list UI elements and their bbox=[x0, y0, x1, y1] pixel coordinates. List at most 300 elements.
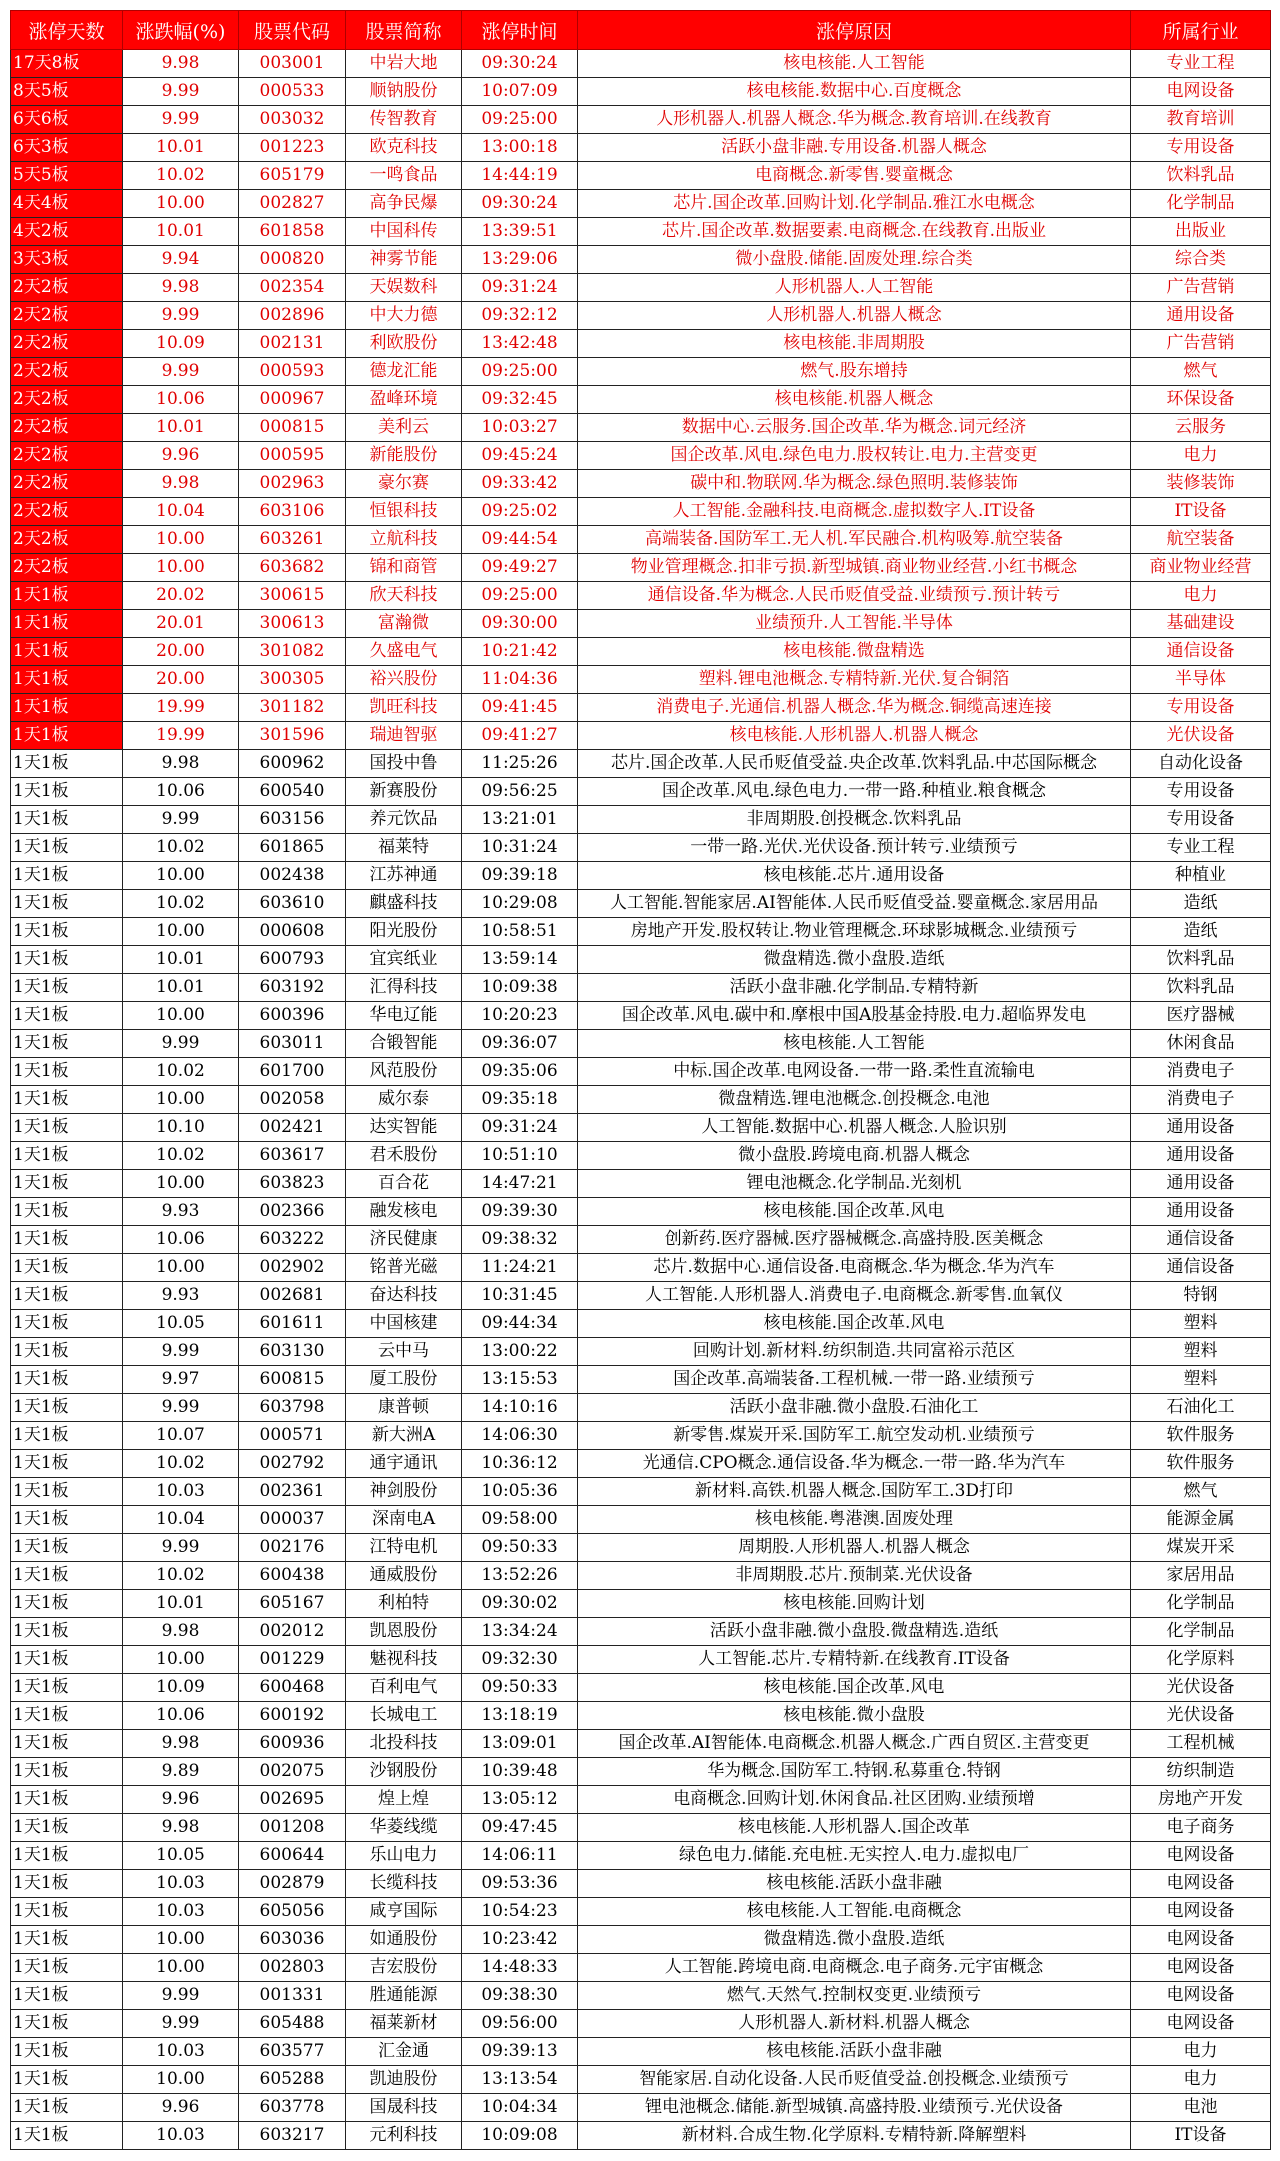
limit-reason-cell: 人形机器人.机器人概念 bbox=[578, 302, 1131, 330]
limit-reason-cell: 人形机器人.新材料.机器人概念 bbox=[578, 2010, 1131, 2038]
change-pct-cell: 10.01 bbox=[123, 218, 239, 246]
table-row[interactable] bbox=[11, 638, 1271, 666]
limit-reason-cell: 燃气.股东增持 bbox=[578, 358, 1131, 386]
table-row[interactable] bbox=[11, 1702, 1271, 1730]
stock-name-cell: 深南电A bbox=[346, 1506, 462, 1534]
limit-reason-cell: 核电核能.人工智能.电商概念 bbox=[578, 1898, 1131, 1926]
header-stock-code[interactable]: 股票代码 bbox=[239, 11, 346, 50]
table-row[interactable] bbox=[11, 806, 1271, 834]
table-row[interactable] bbox=[11, 1674, 1271, 1702]
limit-time-cell: 09:30:00 bbox=[462, 610, 578, 638]
stock-code-cell: 002963 bbox=[239, 470, 346, 498]
table-row[interactable] bbox=[11, 386, 1271, 414]
limit-time-cell: 10:20:23 bbox=[462, 1002, 578, 1030]
limit-time-cell: 09:56:00 bbox=[462, 2010, 578, 2038]
table-row[interactable] bbox=[11, 78, 1271, 106]
limit-reason-cell: 光通信.CPO概念.通信设备.华为概念.一带一路.华为汽车 bbox=[578, 1450, 1131, 1478]
table-row[interactable] bbox=[11, 722, 1271, 750]
limit-days-cell: 1天1板 bbox=[11, 1030, 123, 1058]
table-row[interactable] bbox=[11, 1394, 1271, 1422]
limit-reason-cell: 人工智能.跨境电商.电商概念.电子商务.元宇宙概念 bbox=[578, 1954, 1131, 1982]
change-pct-cell: 9.99 bbox=[123, 302, 239, 330]
limit-days-cell: 5天5板 bbox=[11, 162, 123, 190]
table-row[interactable] bbox=[11, 442, 1271, 470]
limit-days-cell: 1天1板 bbox=[11, 1982, 123, 2010]
limit-time-cell: 13:09:01 bbox=[462, 1730, 578, 1758]
stock-code-cell: 002438 bbox=[239, 862, 346, 890]
change-pct-cell: 10.00 bbox=[123, 1002, 239, 1030]
table-row[interactable] bbox=[11, 750, 1271, 778]
limit-reason-cell: 创新药.医疗器械.医疗器械概念.高盛持股.医美概念 bbox=[578, 1226, 1131, 1254]
table-row[interactable] bbox=[11, 1926, 1271, 1954]
stock-code-cell: 603192 bbox=[239, 974, 346, 1002]
industry-cell: 专用设备 bbox=[1131, 694, 1271, 722]
table-row[interactable] bbox=[11, 778, 1271, 806]
limit-time-cell: 09:45:24 bbox=[462, 442, 578, 470]
limit-up-table-container bbox=[10, 10, 1270, 2150]
limit-time-cell: 13:13:54 bbox=[462, 2066, 578, 2094]
stock-name-cell: 美利云 bbox=[346, 414, 462, 442]
limit-time-cell: 13:42:48 bbox=[462, 330, 578, 358]
industry-cell: 特钢 bbox=[1131, 1282, 1271, 1310]
industry-cell: 电网设备 bbox=[1131, 1842, 1271, 1870]
stock-name-cell: 华菱线缆 bbox=[346, 1814, 462, 1842]
stock-code-cell: 000820 bbox=[239, 246, 346, 274]
table-row[interactable] bbox=[11, 1254, 1271, 1282]
table-row[interactable] bbox=[11, 1310, 1271, 1338]
stock-name-cell: 凯迪股份 bbox=[346, 2066, 462, 2094]
industry-cell: 电网设备 bbox=[1131, 78, 1271, 106]
stock-code-cell: 600815 bbox=[239, 1366, 346, 1394]
limit-days-cell: 1天1板 bbox=[11, 834, 123, 862]
table-row[interactable] bbox=[11, 302, 1271, 330]
industry-cell: 教育培训 bbox=[1131, 106, 1271, 134]
limit-time-cell: 09:33:42 bbox=[462, 470, 578, 498]
change-pct-cell: 10.00 bbox=[123, 862, 239, 890]
stock-name-cell: 天娱数科 bbox=[346, 274, 462, 302]
table-body bbox=[11, 50, 1271, 2150]
table-row[interactable] bbox=[11, 554, 1271, 582]
limit-days-cell: 2天2板 bbox=[11, 274, 123, 302]
header-row bbox=[11, 11, 1271, 50]
change-pct-cell: 10.00 bbox=[123, 1170, 239, 1198]
header-industry[interactable]: 所属行业 bbox=[1131, 11, 1271, 50]
table-row[interactable] bbox=[11, 1170, 1271, 1198]
limit-reason-cell: 核电核能.人工智能 bbox=[578, 50, 1131, 78]
table-row[interactable] bbox=[11, 470, 1271, 498]
industry-cell: 造纸 bbox=[1131, 890, 1271, 918]
table-row[interactable] bbox=[11, 1002, 1271, 1030]
industry-cell: 塑料 bbox=[1131, 1310, 1271, 1338]
limit-days-cell: 1天1板 bbox=[11, 638, 123, 666]
limit-time-cell: 13:15:53 bbox=[462, 1366, 578, 1394]
table-row[interactable] bbox=[11, 1086, 1271, 1114]
industry-cell: 通信设备 bbox=[1131, 1226, 1271, 1254]
limit-reason-cell: 一带一路.光伏.光伏设备.预计转亏.业绩预亏 bbox=[578, 834, 1131, 862]
stock-name-cell: 中国科传 bbox=[346, 218, 462, 246]
table-row[interactable] bbox=[11, 946, 1271, 974]
table-row[interactable] bbox=[11, 1562, 1271, 1590]
table-row[interactable] bbox=[11, 1982, 1271, 2010]
stock-name-cell: 阳光股份 bbox=[346, 918, 462, 946]
stock-name-cell: 威尔泰 bbox=[346, 1086, 462, 1114]
table-row[interactable] bbox=[11, 1058, 1271, 1086]
change-pct-cell: 10.04 bbox=[123, 1506, 239, 1534]
industry-cell: 通用设备 bbox=[1131, 1170, 1271, 1198]
table-row[interactable] bbox=[11, 1898, 1271, 1926]
stock-name-cell: 国投中鲁 bbox=[346, 750, 462, 778]
industry-cell: 电网设备 bbox=[1131, 1898, 1271, 1926]
limit-time-cell: 13:00:22 bbox=[462, 1338, 578, 1366]
limit-time-cell: 09:35:06 bbox=[462, 1058, 578, 1086]
change-pct-cell: 9.99 bbox=[123, 1394, 239, 1422]
table-row[interactable] bbox=[11, 1786, 1271, 1814]
stock-name-cell: 北投科技 bbox=[346, 1730, 462, 1758]
stock-code-cell: 600793 bbox=[239, 946, 346, 974]
table-row[interactable] bbox=[11, 246, 1271, 274]
stock-code-cell: 601611 bbox=[239, 1310, 346, 1338]
stock-code-cell: 002012 bbox=[239, 1618, 346, 1646]
limit-reason-cell: 中标.国企改革.电网设备.一带一路.柔性直流输电 bbox=[578, 1058, 1131, 1086]
limit-reason-cell: 电商概念.回购计划.休闲食品.社区团购.业绩预增 bbox=[578, 1786, 1131, 1814]
industry-cell: 造纸 bbox=[1131, 918, 1271, 946]
limit-time-cell: 10:29:08 bbox=[462, 890, 578, 918]
table-row[interactable] bbox=[11, 1030, 1271, 1058]
limit-reason-cell: 活跃小盘非融.微小盘股.微盘精选.造纸 bbox=[578, 1618, 1131, 1646]
industry-cell: 电网设备 bbox=[1131, 2010, 1271, 2038]
limit-time-cell: 14:06:11 bbox=[462, 1842, 578, 1870]
limit-reason-cell: 碳中和.物联网.华为概念.绿色照明.装修装饰 bbox=[578, 470, 1131, 498]
stock-name-cell: 裕兴股份 bbox=[346, 666, 462, 694]
stock-name-cell: 魅视科技 bbox=[346, 1646, 462, 1674]
change-pct-cell: 9.98 bbox=[123, 274, 239, 302]
stock-code-cell: 001331 bbox=[239, 1982, 346, 2010]
stock-code-cell: 001229 bbox=[239, 1646, 346, 1674]
limit-time-cell: 13:21:01 bbox=[462, 806, 578, 834]
stock-name-cell: 凯旺科技 bbox=[346, 694, 462, 722]
stock-code-cell: 000595 bbox=[239, 442, 346, 470]
limit-time-cell: 13:29:06 bbox=[462, 246, 578, 274]
table-row[interactable] bbox=[11, 330, 1271, 358]
limit-reason-cell: 国企改革.AI智能体.电商概念.机器人概念.广西自贸区.主营变更 bbox=[578, 1730, 1131, 1758]
limit-days-cell: 1天1板 bbox=[11, 806, 123, 834]
limit-time-cell: 09:38:30 bbox=[462, 1982, 578, 2010]
table-row[interactable] bbox=[11, 582, 1271, 610]
limit-time-cell: 09:25:00 bbox=[462, 358, 578, 386]
limit-days-cell: 2天2板 bbox=[11, 498, 123, 526]
limit-days-cell: 2天2板 bbox=[11, 414, 123, 442]
change-pct-cell: 20.00 bbox=[123, 638, 239, 666]
limit-reason-cell: 微盘精选.锂电池概念.创投概念.电池 bbox=[578, 1086, 1131, 1114]
limit-time-cell: 09:35:18 bbox=[462, 1086, 578, 1114]
stock-code-cell: 600962 bbox=[239, 750, 346, 778]
change-pct-cell: 10.02 bbox=[123, 162, 239, 190]
limit-days-cell: 1天1板 bbox=[11, 2122, 123, 2150]
limit-reason-cell: 塑料.锂电池概念.专精特新.光伏.复合铜箔 bbox=[578, 666, 1131, 694]
table-row[interactable] bbox=[11, 526, 1271, 554]
stock-name-cell: 锦和商管 bbox=[346, 554, 462, 582]
industry-cell: 光伏设备 bbox=[1131, 722, 1271, 750]
table-row[interactable] bbox=[11, 1646, 1271, 1674]
table-row[interactable] bbox=[11, 1870, 1271, 1898]
stock-code-cell: 300305 bbox=[239, 666, 346, 694]
limit-time-cell: 11:24:21 bbox=[462, 1254, 578, 1282]
limit-time-cell: 09:32:45 bbox=[462, 386, 578, 414]
stock-name-cell: 济民健康 bbox=[346, 1226, 462, 1254]
header-limit-days[interactable]: 涨停天数 bbox=[11, 11, 123, 50]
stock-name-cell: 福莱特 bbox=[346, 834, 462, 862]
header-limit-time[interactable]: 涨停时间 bbox=[462, 11, 578, 50]
stock-name-cell: 煌上煌 bbox=[346, 1786, 462, 1814]
stock-code-cell: 600396 bbox=[239, 1002, 346, 1030]
limit-days-cell: 1天1板 bbox=[11, 1254, 123, 1282]
change-pct-cell: 9.94 bbox=[123, 246, 239, 274]
table-row[interactable] bbox=[11, 2094, 1271, 2122]
stock-name-cell: 新大洲A bbox=[346, 1422, 462, 1450]
limit-reason-cell: 业绩预升.人工智能.半导体 bbox=[578, 610, 1131, 638]
industry-cell: 饮料乳品 bbox=[1131, 162, 1271, 190]
limit-days-cell: 1天1板 bbox=[11, 1478, 123, 1506]
table-row[interactable] bbox=[11, 1366, 1271, 1394]
table-row[interactable] bbox=[11, 358, 1271, 386]
table-row[interactable] bbox=[11, 50, 1271, 78]
header-change-pct[interactable]: 涨跌幅(%) bbox=[123, 11, 239, 50]
stock-code-cell: 603156 bbox=[239, 806, 346, 834]
limit-days-cell: 1天1板 bbox=[11, 918, 123, 946]
stock-name-cell: 新赛股份 bbox=[346, 778, 462, 806]
table-row[interactable] bbox=[11, 2122, 1271, 2150]
stock-name-cell: 豪尔赛 bbox=[346, 470, 462, 498]
table-row[interactable] bbox=[11, 162, 1271, 190]
table-row[interactable] bbox=[11, 1534, 1271, 1562]
table-row[interactable] bbox=[11, 1338, 1271, 1366]
industry-cell: 燃气 bbox=[1131, 358, 1271, 386]
change-pct-cell: 10.07 bbox=[123, 1422, 239, 1450]
stock-name-cell: 百合花 bbox=[346, 1170, 462, 1198]
table-row[interactable] bbox=[11, 2010, 1271, 2038]
stock-code-cell: 603217 bbox=[239, 2122, 346, 2150]
stock-code-cell: 002176 bbox=[239, 1534, 346, 1562]
change-pct-cell: 10.09 bbox=[123, 330, 239, 358]
table-row[interactable] bbox=[11, 274, 1271, 302]
industry-cell: 自动化设备 bbox=[1131, 750, 1271, 778]
limit-reason-cell: 核电核能.微小盘股 bbox=[578, 1702, 1131, 1730]
limit-time-cell: 10:04:34 bbox=[462, 2094, 578, 2122]
stock-code-cell: 002354 bbox=[239, 274, 346, 302]
stock-code-cell: 603682 bbox=[239, 554, 346, 582]
table-row[interactable] bbox=[11, 1506, 1271, 1534]
table-row[interactable] bbox=[11, 1730, 1271, 1758]
stock-code-cell: 000037 bbox=[239, 1506, 346, 1534]
table-row[interactable] bbox=[11, 862, 1271, 890]
change-pct-cell: 10.06 bbox=[123, 1226, 239, 1254]
stock-name-cell: 德龙汇能 bbox=[346, 358, 462, 386]
table-row[interactable] bbox=[11, 1198, 1271, 1226]
limit-time-cell: 09:38:32 bbox=[462, 1226, 578, 1254]
industry-cell: 广告营销 bbox=[1131, 274, 1271, 302]
limit-days-cell: 1天1板 bbox=[11, 1422, 123, 1450]
limit-days-cell: 8天5板 bbox=[11, 78, 123, 106]
industry-cell: 通信设备 bbox=[1131, 638, 1271, 666]
industry-cell: 光伏设备 bbox=[1131, 1674, 1271, 1702]
industry-cell: 煤炭开采 bbox=[1131, 1534, 1271, 1562]
limit-time-cell: 10:09:38 bbox=[462, 974, 578, 1002]
limit-days-cell: 1天1板 bbox=[11, 1450, 123, 1478]
stock-name-cell: 一鸣食品 bbox=[346, 162, 462, 190]
limit-time-cell: 10:03:27 bbox=[462, 414, 578, 442]
limit-time-cell: 09:41:45 bbox=[462, 694, 578, 722]
table-row[interactable] bbox=[11, 1842, 1271, 1870]
table-row[interactable] bbox=[11, 134, 1271, 162]
limit-days-cell: 2天2板 bbox=[11, 470, 123, 498]
stock-code-cell: 600468 bbox=[239, 1674, 346, 1702]
table-row[interactable] bbox=[11, 1758, 1271, 1786]
stock-name-cell: 富瀚微 bbox=[346, 610, 462, 638]
stock-name-cell: 凯恩股份 bbox=[346, 1618, 462, 1646]
limit-time-cell: 09:25:02 bbox=[462, 498, 578, 526]
table-row[interactable] bbox=[11, 1142, 1271, 1170]
change-pct-cell: 10.02 bbox=[123, 1058, 239, 1086]
table-row[interactable] bbox=[11, 1954, 1271, 1982]
change-pct-cell: 10.05 bbox=[123, 1310, 239, 1338]
table-row[interactable] bbox=[11, 218, 1271, 246]
limit-time-cell: 14:06:30 bbox=[462, 1422, 578, 1450]
header-stock-name[interactable]: 股票简称 bbox=[346, 11, 462, 50]
limit-time-cell: 10:51:10 bbox=[462, 1142, 578, 1170]
table-row[interactable] bbox=[11, 890, 1271, 918]
table-row[interactable] bbox=[11, 1618, 1271, 1646]
stock-name-cell: 百利电气 bbox=[346, 1674, 462, 1702]
change-pct-cell: 10.00 bbox=[123, 190, 239, 218]
limit-time-cell: 13:05:12 bbox=[462, 1786, 578, 1814]
stock-code-cell: 603130 bbox=[239, 1338, 346, 1366]
change-pct-cell: 20.01 bbox=[123, 610, 239, 638]
stock-name-cell: 乐山电力 bbox=[346, 1842, 462, 1870]
table-row[interactable] bbox=[11, 918, 1271, 946]
change-pct-cell: 10.00 bbox=[123, 1954, 239, 1982]
limit-reason-cell: 核电核能.国企改革.风电 bbox=[578, 1674, 1131, 1702]
limit-time-cell: 14:10:16 bbox=[462, 1394, 578, 1422]
industry-cell: 基础建设 bbox=[1131, 610, 1271, 638]
industry-cell: 医疗器械 bbox=[1131, 1002, 1271, 1030]
table-row[interactable] bbox=[11, 106, 1271, 134]
limit-days-cell: 1天1板 bbox=[11, 694, 123, 722]
limit-reason-cell: 核电核能.粤港澳.固废处理 bbox=[578, 1506, 1131, 1534]
stock-name-cell: 中岩大地 bbox=[346, 50, 462, 78]
table-row[interactable] bbox=[11, 190, 1271, 218]
limit-days-cell: 1天1板 bbox=[11, 1226, 123, 1254]
industry-cell: 通用设备 bbox=[1131, 1142, 1271, 1170]
stock-code-cell: 002792 bbox=[239, 1450, 346, 1478]
stock-code-cell: 003001 bbox=[239, 50, 346, 78]
table-row[interactable] bbox=[11, 834, 1271, 862]
industry-cell: 石油化工 bbox=[1131, 1394, 1271, 1422]
table-row[interactable] bbox=[11, 1590, 1271, 1618]
industry-cell: 电网设备 bbox=[1131, 1870, 1271, 1898]
limit-days-cell: 1天1板 bbox=[11, 1618, 123, 1646]
limit-time-cell: 09:56:25 bbox=[462, 778, 578, 806]
change-pct-cell: 9.97 bbox=[123, 1366, 239, 1394]
stock-code-cell: 002058 bbox=[239, 1086, 346, 1114]
industry-cell: 塑料 bbox=[1131, 1366, 1271, 1394]
table-row[interactable] bbox=[11, 1478, 1271, 1506]
limit-reason-cell: 非周期股.创投概念.饮料乳品 bbox=[578, 806, 1131, 834]
limit-time-cell: 09:25:00 bbox=[462, 582, 578, 610]
limit-time-cell: 09:47:45 bbox=[462, 1814, 578, 1842]
limit-days-cell: 1天1板 bbox=[11, 1926, 123, 1954]
industry-cell: 化学制品 bbox=[1131, 190, 1271, 218]
table-row[interactable] bbox=[11, 1282, 1271, 1310]
table-row[interactable] bbox=[11, 666, 1271, 694]
limit-days-cell: 1天1板 bbox=[11, 890, 123, 918]
stock-code-cell: 002366 bbox=[239, 1198, 346, 1226]
table-row[interactable] bbox=[11, 694, 1271, 722]
table-row[interactable] bbox=[11, 1422, 1271, 1450]
table-row[interactable] bbox=[11, 414, 1271, 442]
header-limit-reason[interactable]: 涨停原因 bbox=[578, 11, 1131, 50]
limit-time-cell: 09:30:02 bbox=[462, 1590, 578, 1618]
stock-name-cell: 通威股份 bbox=[346, 1562, 462, 1590]
limit-days-cell: 1天1板 bbox=[11, 582, 123, 610]
limit-days-cell: 6天6板 bbox=[11, 106, 123, 134]
stock-code-cell: 000533 bbox=[239, 78, 346, 106]
limit-reason-cell: 物业管理概念.扣非亏损.新型城镇.商业物业经营.小红书概念 bbox=[578, 554, 1131, 582]
table-row[interactable] bbox=[11, 1814, 1271, 1842]
change-pct-cell: 9.93 bbox=[123, 1282, 239, 1310]
change-pct-cell: 20.00 bbox=[123, 666, 239, 694]
table-row[interactable] bbox=[11, 610, 1271, 638]
limit-days-cell: 1天1板 bbox=[11, 1870, 123, 1898]
change-pct-cell: 10.03 bbox=[123, 1478, 239, 1506]
limit-time-cell: 09:30:24 bbox=[462, 50, 578, 78]
stock-name-cell: 元利科技 bbox=[346, 2122, 462, 2150]
stock-name-cell: 汇得科技 bbox=[346, 974, 462, 1002]
limit-time-cell: 09:32:30 bbox=[462, 1646, 578, 1674]
table-row[interactable] bbox=[11, 2038, 1271, 2066]
table-row[interactable] bbox=[11, 974, 1271, 1002]
industry-cell: IT设备 bbox=[1131, 2122, 1271, 2150]
change-pct-cell: 10.03 bbox=[123, 2122, 239, 2150]
stock-code-cell: 603261 bbox=[239, 526, 346, 554]
table-row[interactable] bbox=[11, 1114, 1271, 1142]
limit-time-cell: 10:07:09 bbox=[462, 78, 578, 106]
industry-cell: 电力 bbox=[1131, 2038, 1271, 2066]
stock-name-cell: 汇金通 bbox=[346, 2038, 462, 2066]
stock-name-cell: 如通股份 bbox=[346, 1926, 462, 1954]
limit-time-cell: 10:58:51 bbox=[462, 918, 578, 946]
change-pct-cell: 10.06 bbox=[123, 1702, 239, 1730]
stock-name-cell: 长城电工 bbox=[346, 1702, 462, 1730]
limit-days-cell: 1天1板 bbox=[11, 1534, 123, 1562]
limit-reason-cell: 人形机器人.人工智能 bbox=[578, 274, 1131, 302]
change-pct-cell: 10.02 bbox=[123, 890, 239, 918]
industry-cell: 综合类 bbox=[1131, 246, 1271, 274]
change-pct-cell: 10.00 bbox=[123, 1926, 239, 1954]
stock-code-cell: 002695 bbox=[239, 1786, 346, 1814]
stock-code-cell: 603222 bbox=[239, 1226, 346, 1254]
table-row[interactable] bbox=[11, 1226, 1271, 1254]
limit-reason-cell: 芯片.国企改革.回购计划.化学制品.雅江水电概念 bbox=[578, 190, 1131, 218]
limit-reason-cell: 核电核能.人形机器人.机器人概念 bbox=[578, 722, 1131, 750]
table-row[interactable] bbox=[11, 498, 1271, 526]
change-pct-cell: 10.10 bbox=[123, 1114, 239, 1142]
stock-name-cell: 通宇通讯 bbox=[346, 1450, 462, 1478]
stock-name-cell: 江苏神通 bbox=[346, 862, 462, 890]
table-row[interactable] bbox=[11, 1450, 1271, 1478]
limit-time-cell: 09:50:33 bbox=[462, 1534, 578, 1562]
limit-days-cell: 1天1板 bbox=[11, 610, 123, 638]
table-row[interactable] bbox=[11, 2066, 1271, 2094]
